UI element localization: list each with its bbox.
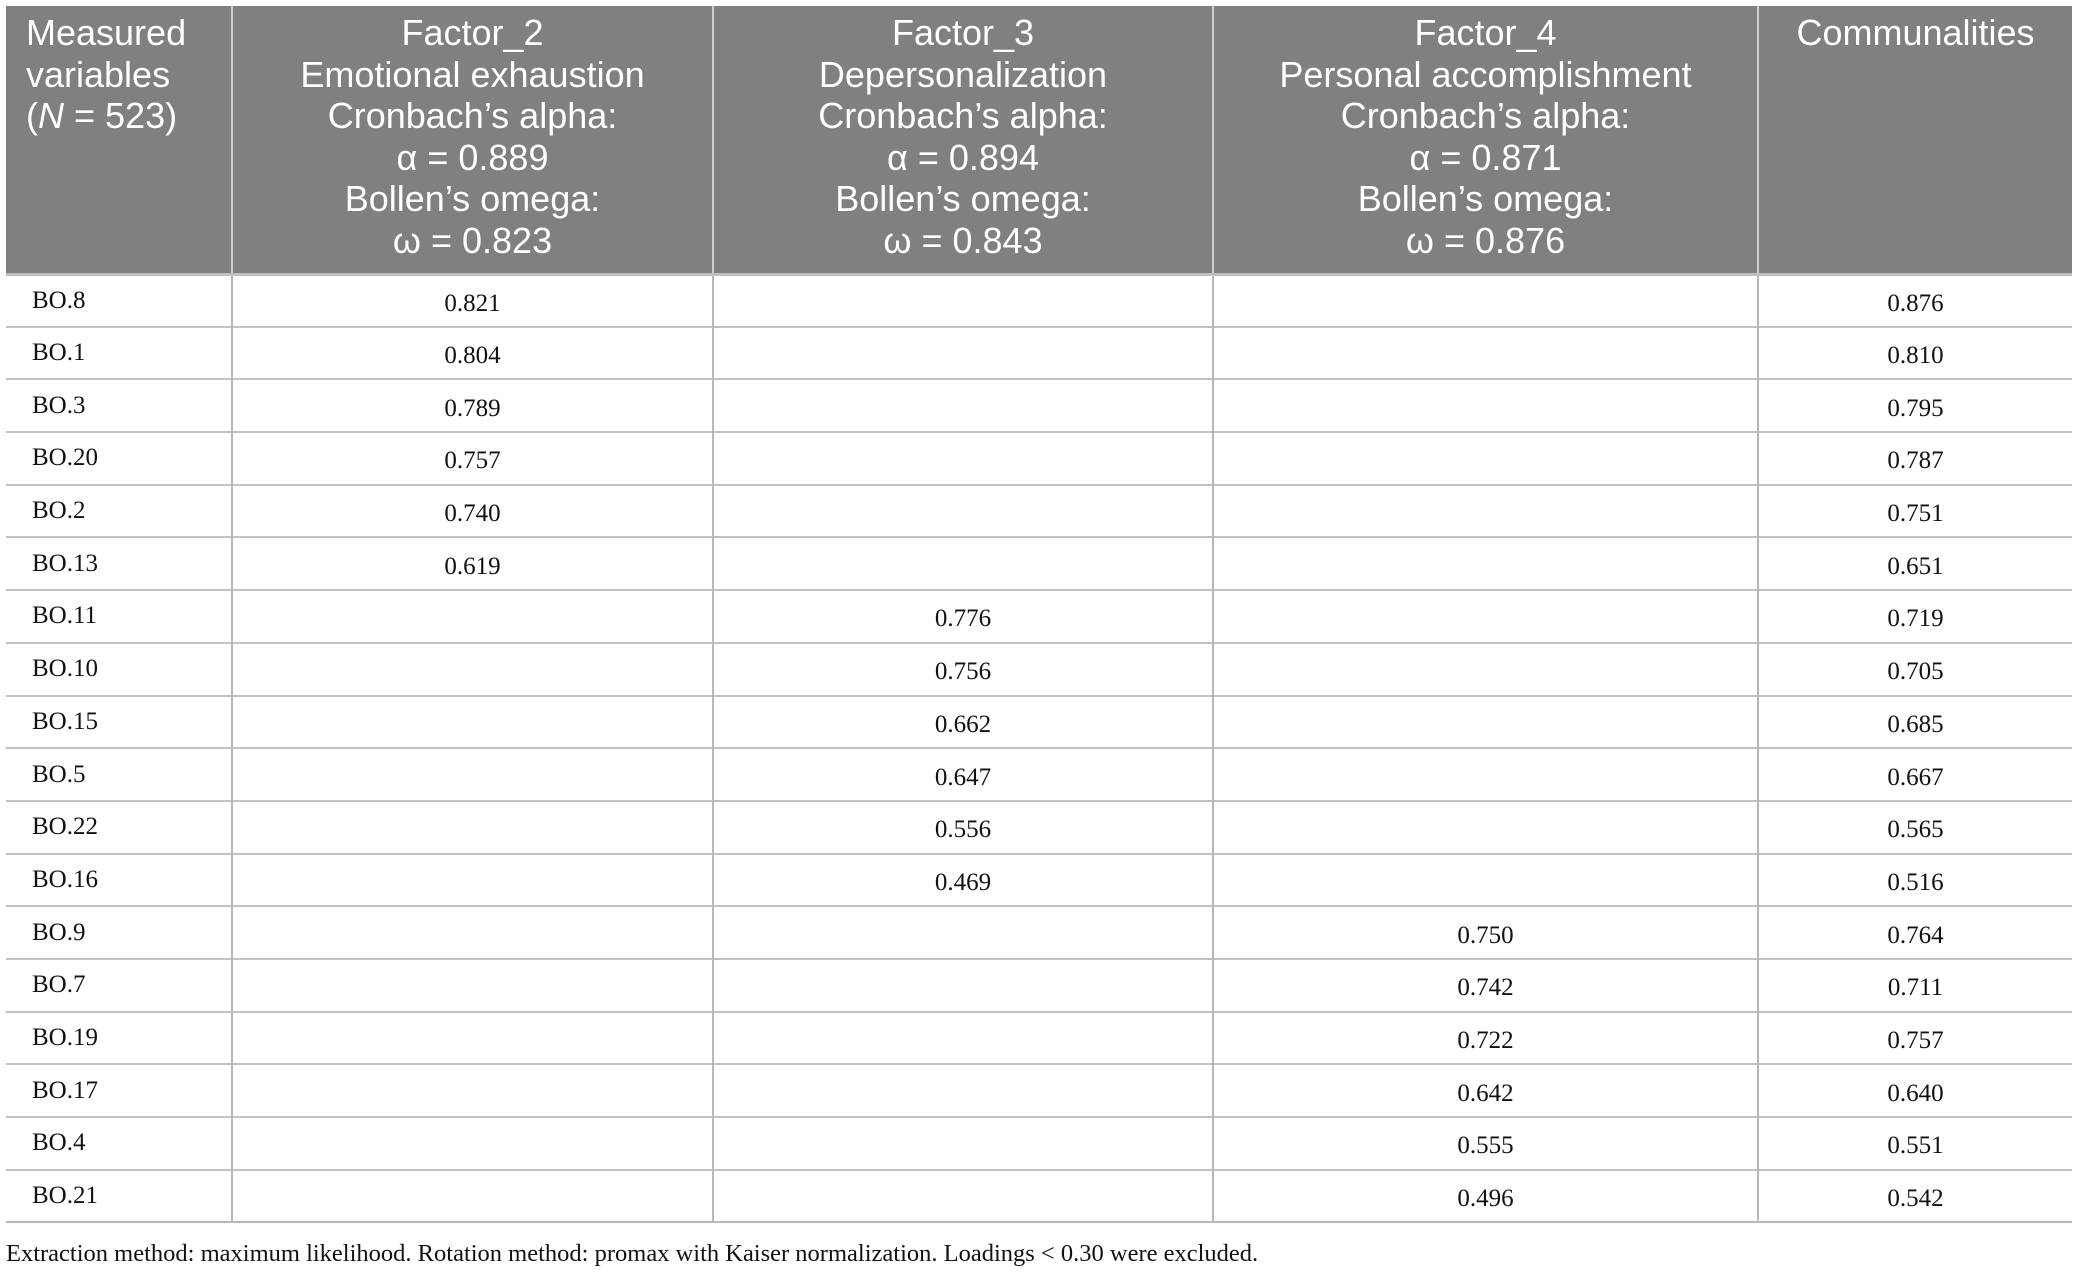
table-row <box>6 696 2072 749</box>
cell-communality: 0.876 <box>1758 274 2072 327</box>
cell-communality: 0.651 <box>1758 537 2072 590</box>
factor-loading-table-container <box>6 6 2072 1223</box>
cell-variable: BO.4 <box>6 1117 232 1170</box>
header-line: Communalities <box>1796 12 2035 53</box>
cell-communality: 0.751 <box>1758 485 2072 538</box>
header-line: Personal accomplishment <box>1279 53 1692 95</box>
cell-factor-2 <box>232 854 713 907</box>
cell-factor-3 <box>713 274 1213 327</box>
cell-communality: 0.551 <box>1758 1117 2072 1170</box>
cell-factor-3 <box>713 1117 1213 1170</box>
cell-factor-3 <box>713 327 1213 380</box>
header-row <box>6 6 2072 274</box>
cell-variable: BO.11 <box>6 590 232 643</box>
header-line: α = 0.871 <box>1409 136 1562 178</box>
cell-communality: 0.757 <box>1758 1012 2072 1065</box>
cell-factor-3: 0.647 <box>713 748 1213 801</box>
cell-factor-4 <box>1213 590 1758 643</box>
cell-communality: 0.565 <box>1758 801 2072 854</box>
cell-factor-3: 0.776 <box>713 590 1213 643</box>
cell-factor-3 <box>713 959 1213 1012</box>
cell-factor-2: 0.757 <box>232 432 713 485</box>
cell-variable: BO.15 <box>6 696 232 749</box>
cell-factor-2 <box>232 1064 713 1117</box>
table-row <box>6 959 2072 1012</box>
cell-factor-4 <box>1213 379 1758 432</box>
header-line: Cronbach’s alpha: <box>1340 95 1631 136</box>
cell-factor-3 <box>713 1064 1213 1117</box>
cell-factor-4: 0.642 <box>1213 1064 1758 1117</box>
header-line: Measured <box>26 12 187 53</box>
table-row <box>6 1117 2072 1170</box>
cell-factor-2 <box>232 906 713 959</box>
cell-variable: BO.17 <box>6 1064 232 1117</box>
cell-factor-4 <box>1213 274 1758 327</box>
header-line: variables <box>26 53 171 95</box>
cell-factor-3: 0.469 <box>713 854 1213 907</box>
table-row <box>6 537 2072 590</box>
header-line: Bollen’s omega: <box>1357 178 1614 219</box>
cell-factor-3 <box>713 485 1213 538</box>
cell-variable: BO.5 <box>6 748 232 801</box>
cell-variable: BO.16 <box>6 854 232 907</box>
cell-factor-2 <box>232 590 713 643</box>
header-line: ω = 0.823 <box>392 219 553 261</box>
header-line: ω = 0.843 <box>883 219 1043 261</box>
cell-factor-4: 0.750 <box>1213 906 1758 959</box>
table-row <box>6 485 2072 538</box>
cell-factor-2 <box>232 1170 713 1223</box>
cell-communality: 0.795 <box>1758 379 2072 432</box>
table-row <box>6 379 2072 432</box>
table-row <box>6 643 2072 696</box>
cell-factor-4: 0.742 <box>1213 959 1758 1012</box>
table-row <box>6 327 2072 380</box>
cell-factor-3 <box>713 1170 1213 1223</box>
cell-factor-4 <box>1213 485 1758 538</box>
cell-factor-3 <box>713 432 1213 485</box>
cell-factor-2 <box>232 1117 713 1170</box>
header-line: Emotional exhaustion <box>300 53 645 95</box>
cell-factor-2: 0.804 <box>232 327 713 380</box>
table-body <box>6 274 2072 1222</box>
cell-factor-2: 0.619 <box>232 537 713 590</box>
table-row <box>6 1170 2072 1223</box>
cell-factor-2: 0.789 <box>232 379 713 432</box>
cell-factor-3 <box>713 537 1213 590</box>
cell-factor-3: 0.556 <box>713 801 1213 854</box>
cell-factor-3 <box>713 906 1213 959</box>
table-row <box>6 748 2072 801</box>
cell-factor-4 <box>1213 432 1758 485</box>
cell-communality: 0.787 <box>1758 432 2072 485</box>
cell-factor-2 <box>232 748 713 801</box>
header-line: Depersonalization <box>818 53 1108 95</box>
header-sample-size: (N = 523) <box>26 95 178 136</box>
cell-communality: 0.667 <box>1758 748 2072 801</box>
table-row <box>6 432 2072 485</box>
header-line: Factor_4 <box>1414 12 1557 53</box>
cell-variable: BO.10 <box>6 643 232 696</box>
header-line: Factor_2 <box>401 12 544 53</box>
cell-communality: 0.640 <box>1758 1064 2072 1117</box>
cell-factor-4 <box>1213 643 1758 696</box>
cell-variable: BO.13 <box>6 537 232 590</box>
cell-factor-4 <box>1213 854 1758 907</box>
cell-factor-2 <box>232 696 713 749</box>
cell-variable: BO.8 <box>6 274 232 327</box>
header-line: Bollen’s omega: <box>835 178 1091 219</box>
header-line: α = 0.889 <box>396 136 549 178</box>
cell-communality: 0.542 <box>1758 1170 2072 1223</box>
cell-communality: 0.711 <box>1758 959 2072 1012</box>
table-row <box>6 590 2072 643</box>
header-line: Cronbach’s alpha: <box>818 95 1108 136</box>
cell-factor-2 <box>232 1012 713 1065</box>
table-row <box>6 854 2072 907</box>
table-row <box>6 1064 2072 1117</box>
header-line: α = 0.894 <box>887 136 1039 178</box>
cell-communality: 0.705 <box>1758 643 2072 696</box>
header-line: Cronbach’s alpha: <box>327 95 618 136</box>
cell-factor-2: 0.821 <box>232 274 713 327</box>
cell-communality: 0.719 <box>1758 590 2072 643</box>
cell-factor-4 <box>1213 696 1758 749</box>
cell-factor-2: 0.740 <box>232 485 713 538</box>
cell-factor-3 <box>713 1012 1213 1065</box>
header-line: Factor_3 <box>891 12 1035 53</box>
cell-factor-2 <box>232 959 713 1012</box>
cell-factor-4: 0.555 <box>1213 1117 1758 1170</box>
cell-factor-4 <box>1213 537 1758 590</box>
cell-factor-4 <box>1213 748 1758 801</box>
cell-factor-2 <box>232 643 713 696</box>
cell-variable: BO.2 <box>6 485 232 538</box>
table-row <box>6 274 2072 327</box>
cell-communality: 0.685 <box>1758 696 2072 749</box>
header-line: ω = 0.876 <box>1405 219 1566 261</box>
cell-communality: 0.516 <box>1758 854 2072 907</box>
header-measured-variables <box>6 6 232 274</box>
cell-variable: BO.20 <box>6 432 232 485</box>
factor-loading-table <box>6 6 2072 1223</box>
table-header <box>6 6 2072 274</box>
table-footnote: Extraction method: maximum likelihood. Rotation method: promax with Kaiser normalization. Loadings < 0.30 were excluded. <box>6 1240 1259 1267</box>
cell-factor-4: 0.496 <box>1213 1170 1758 1223</box>
cell-factor-2 <box>232 801 713 854</box>
cell-variable: BO.22 <box>6 801 232 854</box>
cell-factor-3: 0.662 <box>713 696 1213 749</box>
cell-variable: BO.21 <box>6 1170 232 1223</box>
cell-factor-4 <box>1213 327 1758 380</box>
table-row <box>6 801 2072 854</box>
cell-variable: BO.3 <box>6 379 232 432</box>
cell-variable: BO.9 <box>6 906 232 959</box>
header-factor-3 <box>713 6 1213 274</box>
cell-variable: BO.19 <box>6 1012 232 1065</box>
cell-variable: BO.7 <box>6 959 232 1012</box>
header-line: Bollen’s omega: <box>344 178 601 219</box>
header-communalities <box>1758 6 2072 274</box>
cell-variable: BO.1 <box>6 327 232 380</box>
cell-communality: 0.810 <box>1758 327 2072 380</box>
cell-communality: 0.764 <box>1758 906 2072 959</box>
cell-factor-4: 0.722 <box>1213 1012 1758 1065</box>
header-factor-4 <box>1213 6 1758 274</box>
table-row <box>6 1012 2072 1065</box>
cell-factor-3: 0.756 <box>713 643 1213 696</box>
cell-factor-4 <box>1213 801 1758 854</box>
cell-factor-3 <box>713 379 1213 432</box>
table-row <box>6 906 2072 959</box>
header-factor-2 <box>232 6 713 274</box>
